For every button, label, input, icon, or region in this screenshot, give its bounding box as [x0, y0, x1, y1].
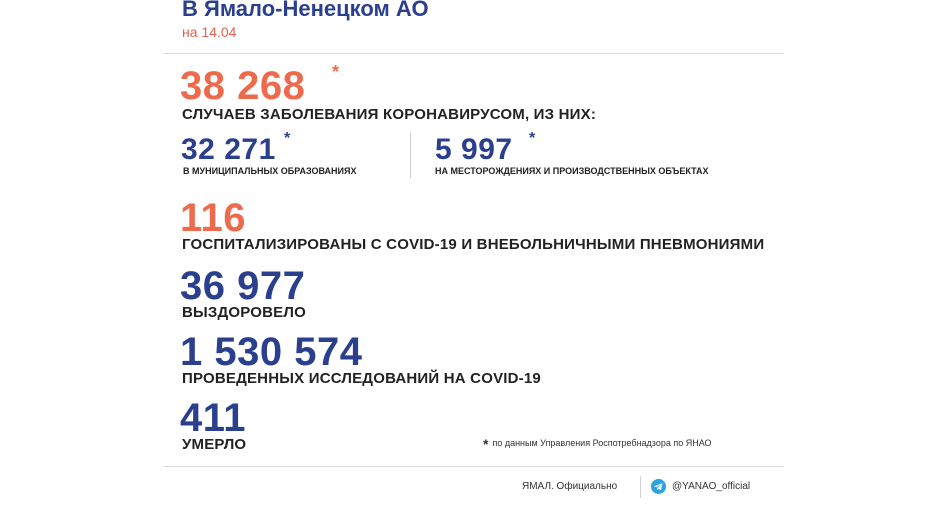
- hospitalized-label: ГОСПИТАЛИЗИРОВАНЫ С COVID-19 И ВНЕБОЛЬНИЧНЫМИ ПНЕВМОНИЯМИ: [182, 236, 765, 253]
- telegram-icon[interactable]: [651, 479, 666, 494]
- cases-value: 38 268: [180, 64, 306, 108]
- footer-divider: [640, 476, 641, 498]
- fields-label: НА МЕСТОРОЖДЕНИЯХ И ПРОИЗВОДСТВЕННЫХ ОБЪЕКТАХ: [435, 166, 709, 176]
- deaths-label: УМЕРЛО: [182, 436, 247, 453]
- tests-value: 1 530 574: [180, 330, 363, 374]
- cases-label: СЛУЧАЕВ ЗАБОЛЕВАНИЯ КОРОНАВИРУСОМ, ИЗ НИХ:: [182, 106, 597, 123]
- date-label: на 14.04: [182, 24, 237, 40]
- footnote-star: *: [483, 436, 489, 452]
- top-divider: [164, 53, 784, 54]
- recovered-value: 36 977: [180, 264, 306, 308]
- tests-label: ПРОВЕДЕННЫХ ИССЛЕДОВАНИЙ НА COVID-19: [182, 370, 541, 387]
- deaths-value: 411: [180, 396, 247, 440]
- hospitalized-value: 116: [180, 196, 247, 240]
- telegram-handle-link[interactable]: @YANAO_official: [672, 481, 751, 492]
- source-label: ЯМАЛ. Официально: [522, 481, 618, 492]
- page-title: В Ямало-Ненецком АО: [182, 0, 429, 21]
- recovered-label: ВЫЗДОРОВЕЛО: [182, 304, 306, 321]
- fields-star: *: [529, 130, 536, 147]
- cases-star: *: [332, 62, 340, 82]
- municipal-value: 32 271: [181, 133, 276, 166]
- column-divider: [410, 132, 411, 178]
- footnote-text: по данным Управления Роспотребнадзора по ЯНАО: [492, 438, 712, 448]
- bottom-divider: [164, 466, 784, 467]
- municipal-star: *: [284, 130, 291, 147]
- municipal-label: В МУНИЦИПАЛЬНЫХ ОБРАЗОВАНИЯХ: [183, 166, 357, 176]
- footnote: [483, 436, 712, 452]
- fields-value: 5 997: [435, 133, 513, 166]
